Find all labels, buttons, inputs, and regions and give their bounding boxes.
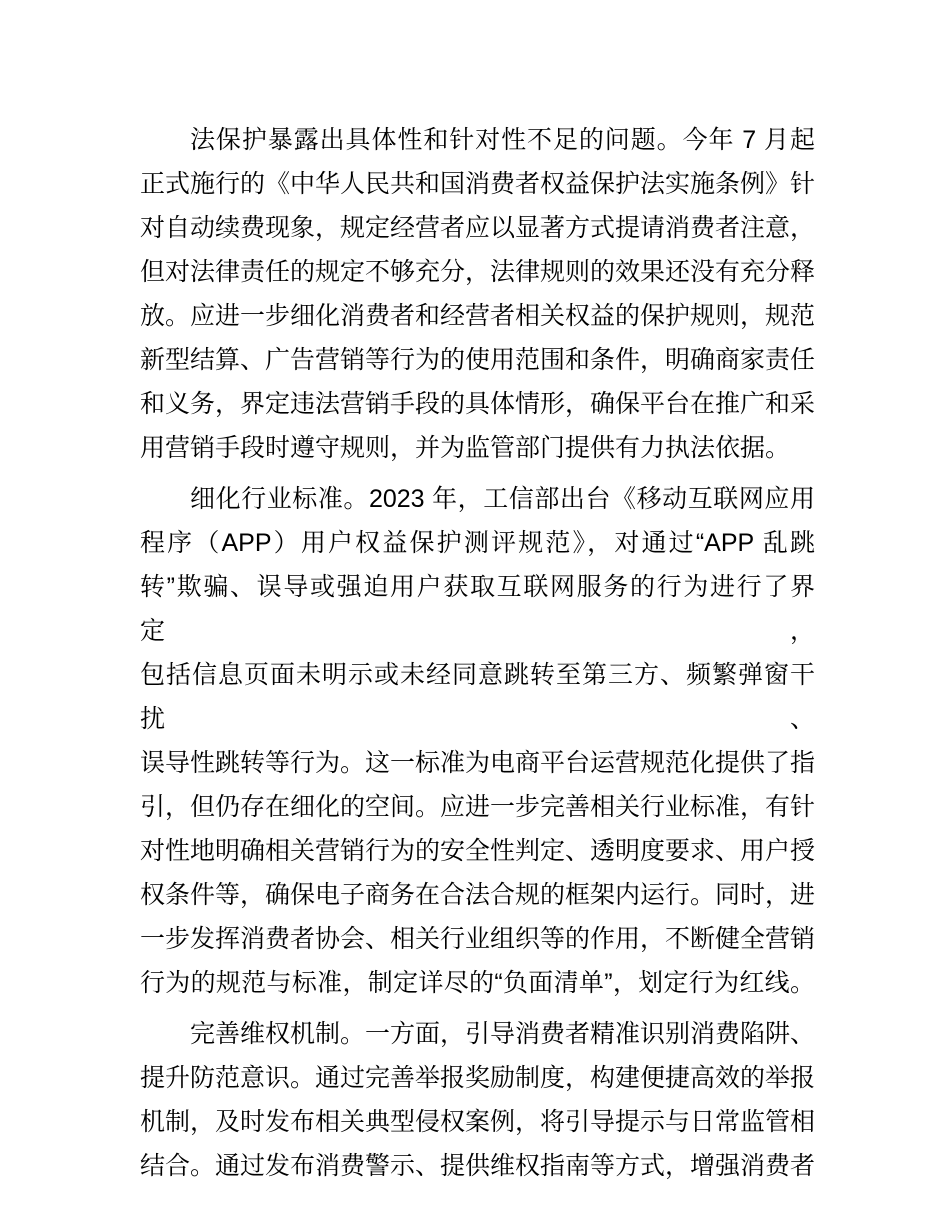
text-line: 新型结算、广告营销等行为的使用范围和条件，明确商家责任 (140, 346, 816, 374)
text-line: 引，但仍存在细化的空间。应进一步完善相关行业标准，有针 (140, 793, 816, 821)
paragraph-3 (140, 1012, 815, 1188)
text-line: 行为的规范与标准，制定详尽的“负面清单”，划定行为红线。 (140, 969, 815, 997)
text-line: 转”欺骗、误导或强迫用户获取互联网服务的行为进行了界定， (140, 573, 815, 645)
text-line: 一步发挥消费者协会、相关行业组织等的作用，不断健全营销 (140, 925, 816, 953)
text-line: 用营销手段时遵守规则，并为监管部门提供有力执法依据。 (140, 434, 791, 462)
text-line: 程序（APP）用户权益保护测评规范》，对通过“APP 乱跳 (140, 529, 815, 557)
document-text (140, 118, 815, 1188)
text-line: 权条件等，确保电子商务在合法合规的框架内运行。同时，进 (140, 881, 816, 909)
text-line: 对自动续费现象，规定经营者应以显著方式提请消费者注意， (140, 214, 816, 242)
text-line: 包括信息页面未明示或未经同意跳转至第三方、频繁弹窗干扰、 (140, 661, 815, 733)
text-line: 机制，及时发布相关典型侵权案例，将引导提示与日常监管相 (140, 1108, 816, 1136)
text-line: 误导性跳转等行为。这一标准为电商平台运营规范化提供了指 (140, 749, 816, 777)
text-line: 提升防范意识。通过完善举报奖励制度，构建便捷高效的举报 (140, 1064, 816, 1092)
paragraph-1 (140, 118, 815, 470)
text-line: 结合。通过发布消费警示、提供维权指南等方式，增强消费者 (140, 1152, 816, 1180)
paragraph-2 (140, 477, 815, 1005)
text-line: 完善维权机制。一方面，引导消费者精准识别消费陷阱、 (190, 1020, 816, 1048)
text-line: 法保护暴露出具体性和针对性不足的问题。今年 7 月起 (190, 126, 815, 154)
text-line: 细化行业标准。2023 年，工信部出台《移动互联网应用 (190, 485, 815, 513)
text-line: 正式施行的《中华人民共和国消费者权益保护法实施条例》针 (140, 170, 816, 198)
text-line: 对性地明确相关营销行为的安全性判定、透明度要求、用户授 (140, 837, 816, 865)
text-line: 放。应进一步细化消费者和经营者相关权益的保护规则，规范 (140, 302, 816, 330)
text-line: 和义务，界定违法营销手段的具体情形，确保平台在推广和采 (140, 390, 816, 418)
text-line: 但对法律责任的规定不够充分，法律规则的效果还没有充分释 (140, 258, 816, 286)
